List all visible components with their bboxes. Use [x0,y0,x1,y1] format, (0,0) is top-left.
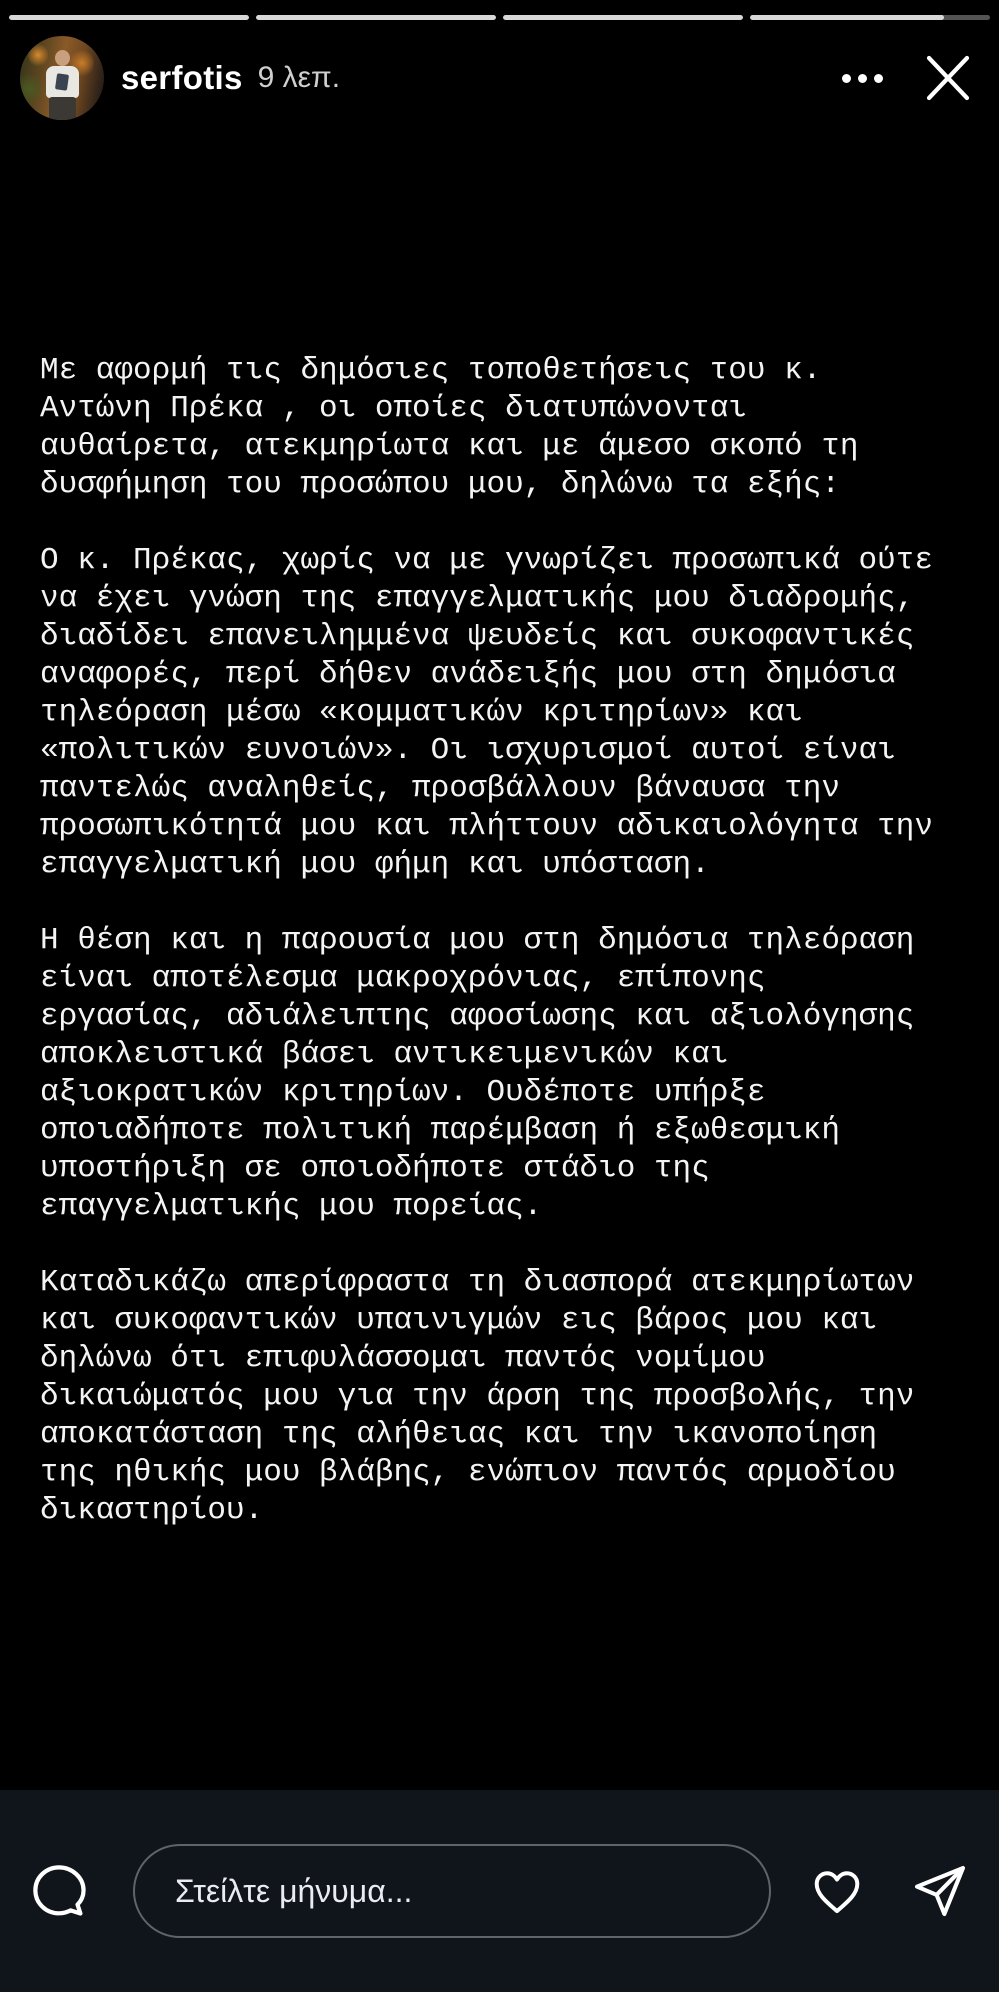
avatar-photo-legs [49,97,76,120]
progress-segment [750,15,990,20]
avatar-photo-shirt-print [55,73,69,91]
story-paragraph: Με αφορμή τις δημόσιες τοποθετήσεις του κ. Αντώνη Πρέκα , οι οποίες διατυπώνονται αυθαίρετα, ατεκμηρίωτα και με άμεσο σκοπό τη δυσφήμηση του προσώπου μου, δηλώνω τα εξής: [40,353,859,502]
progress-segment [503,15,743,20]
more-options-icon[interactable] [832,64,893,93]
story-text [40,352,933,1568]
story-timestamp: 9 λεπ. [257,61,341,94]
story-header [20,34,977,122]
story-progress-bar [9,15,990,20]
progress-segment [256,15,496,20]
progress-segment [9,15,249,20]
message-input[interactable] [133,1844,771,1938]
avatar[interactable] [20,36,104,120]
story-paragraph: Καταδικάζω απερίφραστα τη διασπορά ατεκμηρίωτων και συκοφαντικών υπαινιγμών εις βάρος μου και δηλώνω ότι επιφυλάσσομαι παντός νομίμου δικαιώματός μου για την άρση της προσβολής, την αποκατάσταση της αλήθειας και την ικανοποίηση της ηθικής μου βλάβης, ενώπιον παντός αρμοδίου δικαστηρίου. [40,1265,915,1528]
avatar-photo-foliage [20,72,42,106]
reply-bubble-icon[interactable] [30,1862,88,1920]
story-paragraph: Η θέση και η παρουσία μου στη δημόσια τηλεόραση είναι αποτέλεσμα μακροχρόνιας, επίπονης εργασίας, αδιάλειπτης αφοσίωσης και αξιολόγησης αποκλειστικά βάσει αντικειμενικών και αξιοκρατικών κριτηρίων. Ουδέποτε υπήρξε οποιαδήποτε πολιτική παρέμβαση ή εξωθεσμική υποστήριξη σε οποιοδήποτε στάδιο της επαγγελματικής μου πορείας. [40,923,915,1224]
avatar-photo-light [28,42,48,68]
share-paper-plane-icon[interactable] [911,1862,969,1920]
reply-bar [0,1790,999,1992]
close-icon[interactable] [919,46,977,110]
story-paragraph: Ο κ. Πρέκας, χωρίς να με γνωρίζει προσωπικά ούτε να έχει γνώση της επαγγελματικής μου διαδρομής, διαδίδει επανειλημμένα ψευδείς και συκοφαντικές αναφορές, περί δήθεν ανάδειξής μου στη δημόσια τηλεόραση μέσω «κομματικών κριτηρίων» και «πολιτικών ευνοιών». Οι ισχυρισμοί αυτοί είναι παντελώς αναληθείς, προσβάλλουν βάναυσα την προσωπικότητά μου και πλήττουν αδικαιολόγητα την επαγγελματική μου φήμη και υπόσταση. [40,543,933,882]
avatar-photo-head [55,50,70,66]
username[interactable]: serfotis [121,59,243,96]
heart-icon[interactable] [809,1863,865,1919]
